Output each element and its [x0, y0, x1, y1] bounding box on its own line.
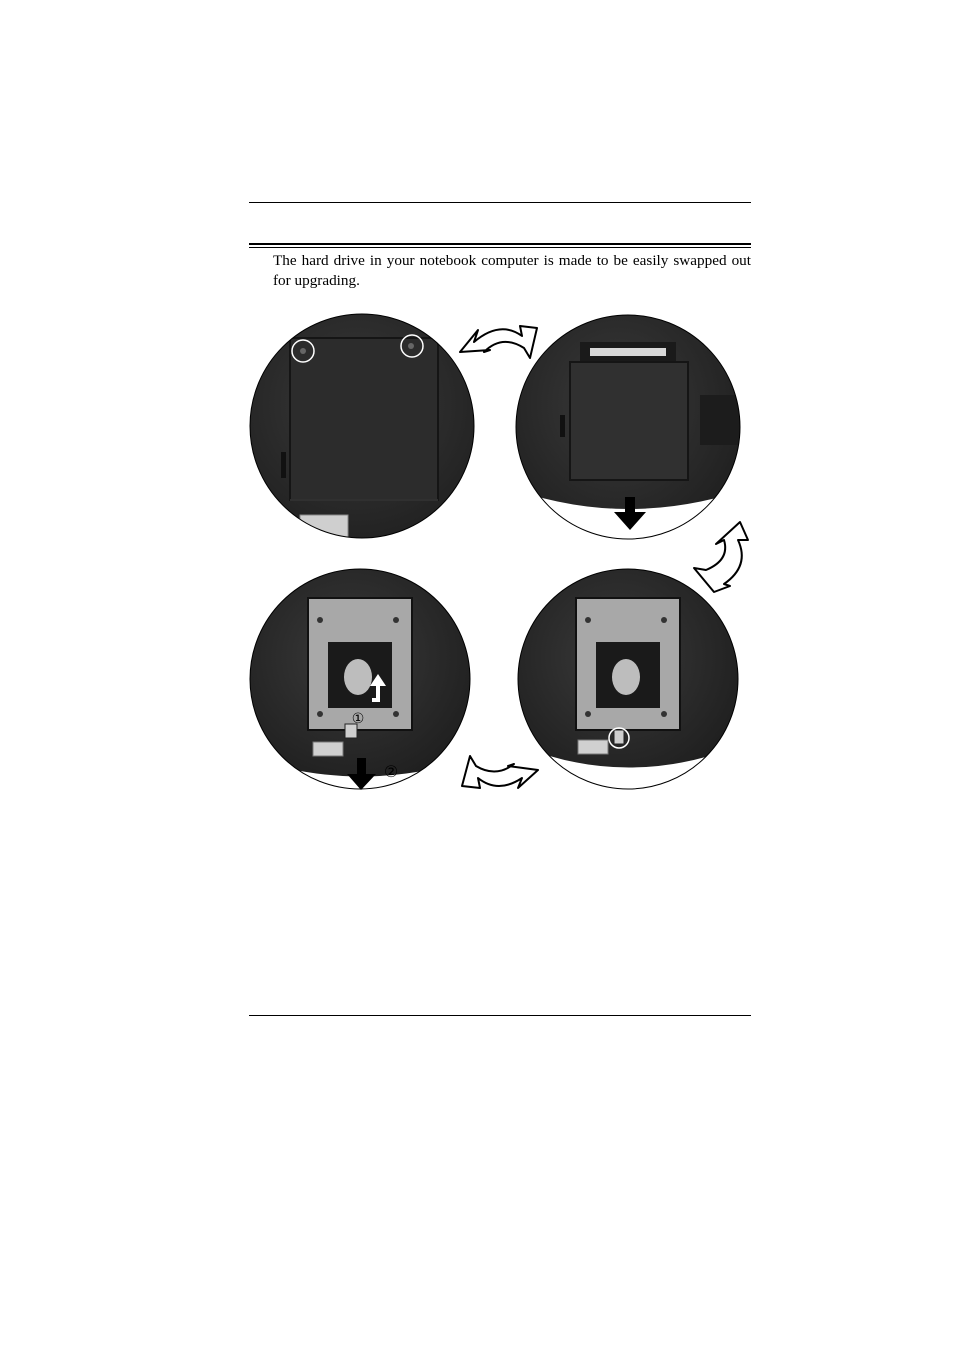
photo-step-3: [245, 565, 480, 800]
sequence-arrow-3-icon: [462, 756, 538, 788]
intro-paragraph: The hard drive in your notebook computer is made to be easily swapped out for upgrading.: [273, 252, 751, 289]
sequence-arrow-1-icon: [460, 326, 537, 358]
photo-step-4: [515, 565, 745, 800]
hard-drive-removal-figure: [240, 300, 760, 800]
photo-step-2: [510, 300, 750, 560]
header-rule: [249, 202, 751, 203]
section-rule-thick: [249, 243, 751, 245]
footer-rule: [249, 1015, 751, 1016]
section-rule-thin: [249, 247, 751, 248]
photo-step-1: [240, 300, 500, 560]
step-marker-1: ①: [351, 711, 365, 727]
sequence-arrow-2-icon: [694, 522, 748, 592]
step-marker-2: ②: [383, 762, 399, 781]
